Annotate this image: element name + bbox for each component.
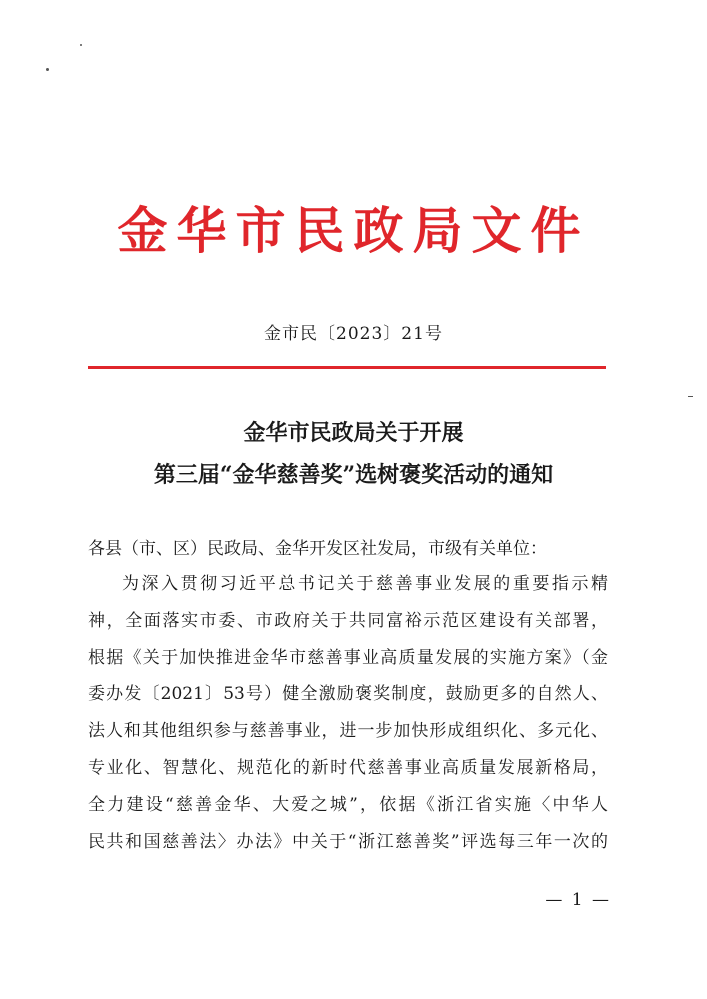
salutation: 各县（市、区）民政局、金华开发区社发局，市级有关单位： bbox=[88, 539, 547, 559]
body-line-2: 神，全面落实市委、市政府关于共同富裕示范区建设有关部署， bbox=[88, 610, 608, 631]
body-line-6: 专业化、智慧化、规范化的新时代慈善事业高质量发展新格局， bbox=[88, 757, 608, 778]
scan-speck bbox=[688, 396, 693, 397]
body-line-8: 民共和国慈善法〉办法》中关于“浙江慈善奖”评选每三年一次的 bbox=[88, 831, 608, 852]
scan-speck bbox=[80, 44, 82, 46]
notice-title bbox=[0, 412, 707, 496]
notice-title-line-2: 第三届“金华慈善奖”选树褒奖活动的通知 bbox=[153, 462, 554, 488]
red-divider-line bbox=[88, 366, 606, 369]
notice-title-line-1: 金华市民政局关于开展 bbox=[243, 420, 464, 446]
body-line-5: 法人和其他组织参与慈善事业，进一步加快形成组织化、多元化、 bbox=[88, 721, 608, 742]
body-line-3: 根据《关于加快推进金华市慈善事业高质量发展的实施方案》（金 bbox=[88, 647, 608, 668]
body-paragraph bbox=[88, 566, 608, 860]
body-line-7: 全力建设“慈善金华、大爱之城”，依据《浙江省实施〈中华人 bbox=[88, 794, 608, 815]
document-header-title: 金华市民政局文件 bbox=[117, 201, 590, 260]
document-number: 金市民〔2023〕21号 bbox=[264, 324, 443, 344]
body-line-4: 委办发〔2021〕53号）健全激励褒奖制度，鼓励更多的自然人、 bbox=[88, 684, 608, 705]
scan-speck bbox=[46, 68, 49, 71]
body-line-1: 为深入贯彻习近平总书记关于慈善事业发展的重要指示精 bbox=[122, 574, 608, 594]
page-number: — 1 — bbox=[545, 890, 611, 910]
